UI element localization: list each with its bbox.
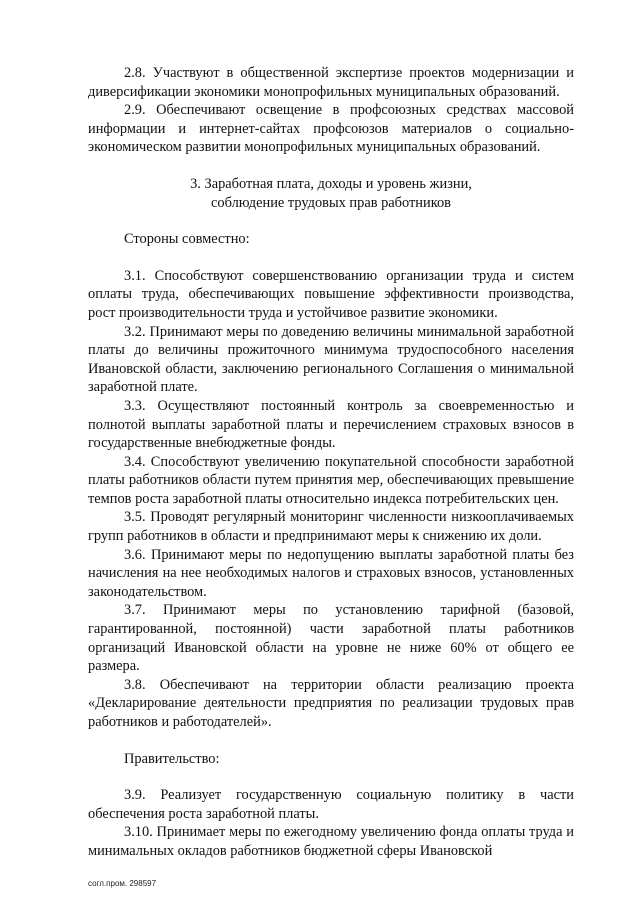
- paragraph-2-9: 2.9. Обеспечивают освещение в профсоюзных средствах массовой информации и интернет-сайтах профсоюзов материалов о социально-экономическом развитии монопрофильных муниципальных образований.: [88, 102, 574, 156]
- government-label: Правительство:: [124, 750, 220, 767]
- paragraph-3-5: 3.5. Проводят регулярный мониторинг численности низкооплачиваемых групп работников в области и предпринимают меры к снижению их доли.: [88, 509, 574, 545]
- spacer: [88, 249, 574, 267]
- section-heading-line-1: 3. Заработная плата, доходы и уровень жизни,: [190, 175, 472, 192]
- paragraph-3-4: 3.4. Способствуют увеличению покупательной способности заработной платы работников области путем принятия мер, обеспечивающих превышение темпов роста заработной платы относительно индекса потребительских цен.: [88, 453, 574, 507]
- parties-label: Стороны совместно:: [124, 231, 250, 248]
- spacer: [88, 157, 574, 175]
- paragraph-3-10: 3.10. Принимает меры по ежегодному увеличению фонда оплаты труда и минимальных окладов работников бюджетной сферы Ивановской: [88, 824, 574, 859]
- footer-note: согл.пром. 298597: [88, 879, 157, 888]
- spacer: [88, 768, 574, 786]
- document-page: [88, 64, 574, 861]
- spacer: [88, 212, 574, 230]
- paragraph-3-1: 3.1. Способствуют совершенствованию организации труда и систем оплаты труда, обеспечивающих повышение эффективности производства, рост производительности труда и устойчивое развитие экономики.: [88, 267, 574, 321]
- spacer: [88, 732, 574, 750]
- paragraph-3-3: 3.3. Осуществляют постоянный контроль за своевременностью и полнотой выплаты заработной платы и перечислением страховых взносов в государственные внебюджетные фонды.: [88, 397, 574, 452]
- paragraph-3-7: 3.7. Принимают меры по установлению тарифной (базовой, гарантированной, постоянной) части заработной платы работников организаций Ивановской области на уровне не ниже 60% от общего ее размера.: [88, 602, 574, 675]
- section-heading-line-2: соблюдение трудовых прав работников: [211, 194, 451, 211]
- paragraph-3-9: 3.9. Реализует государственную социальную политику в части обеспечения роста заработной платы.: [88, 787, 574, 822]
- paragraph-3-6: 3.6. Принимают меры по недопущению выплаты заработной платы без начисления на нее необходимых налогов и страховых взносов, установленных законодательством.: [88, 546, 574, 600]
- paragraph-3-2: 3.2. Принимают меры по доведению величины минимальной заработной платы до величины прожиточного минимума трудоспособного населения Ивановской области, заключению регионального Соглашения о минимальной заработной плате.: [88, 323, 574, 396]
- paragraph-3-8: 3.8. Обеспечивают на территории области реализацию проекта «Декларирование деятельности предприятия по реализации трудовых прав работников и работодателей».: [88, 676, 574, 730]
- paragraph-2-8: 2.8. Участвуют в общественной экспертизе проектов модернизации и диверсификации экономики монопрофильных муниципальных образований.: [88, 65, 574, 100]
